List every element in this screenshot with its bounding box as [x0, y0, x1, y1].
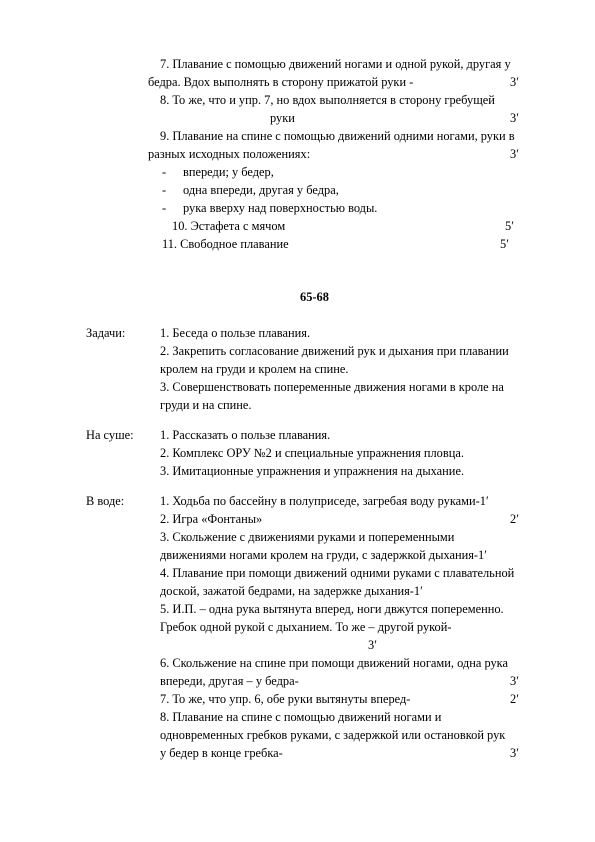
- task-2-line2: кролем на груди и кролем на спине.: [160, 362, 349, 376]
- task-3-line1: 3. Совершенствовать попеременные движения ногами в кроле на: [160, 380, 504, 394]
- water-8-line1: 8. Плавание на спине с помощью движений ногами и: [160, 710, 442, 724]
- sub3-dash: -: [162, 201, 167, 215]
- item9-time: 3′: [510, 147, 519, 161]
- water-3-line2: движениями ногами кролем на груди, с задержкой дыхания-1′: [160, 548, 487, 562]
- item7-line1: 7. Плавание с помощью движений ногами и одной рукой, другая у: [160, 57, 511, 71]
- sub1-text: впереди; у бедер,: [183, 165, 274, 179]
- sub2-dash: -: [162, 183, 167, 197]
- water-1: 1. Ходьба по бассейну в полуприседе, загребая воду руками-1′: [160, 494, 489, 508]
- item10-text: 10. Эстафета с мячом: [172, 219, 286, 233]
- item8-time: 3′: [510, 111, 519, 125]
- land-1: 1. Рассказать о пользе плавания.: [160, 428, 331, 442]
- water-8-line3: у бедер в конце гребка-: [160, 746, 283, 760]
- item11-time: 5′: [500, 237, 509, 251]
- water-3-line1: 3. Скольжение с движениями руками и попеременными: [160, 530, 455, 544]
- task-3-line2: груди и на спине.: [160, 398, 252, 412]
- water-8-line2: одновременных гребков руками, с задержкой или остановкой рук: [160, 728, 506, 742]
- land-3: 3. Имитационные упражнения и упражнения на дыхание.: [160, 464, 465, 478]
- task-1: 1. Беседа о пользе плавания.: [160, 326, 311, 340]
- item7-time: 3′: [510, 75, 519, 89]
- sub1-dash: -: [162, 165, 167, 179]
- water-8-time: 3′: [510, 746, 519, 760]
- water-7-time: 2′: [510, 692, 519, 706]
- land-label: На суше:: [86, 428, 134, 442]
- land-2: 2. Комплекс ОРУ №2 и специальные упражнения пловца.: [160, 446, 464, 460]
- water-5-line2: Гребок одной рукой с дыханием. То же – другой рукой-: [160, 620, 452, 634]
- sub2-text: одна впереди, другая у бедра,: [183, 183, 339, 197]
- water-6-line2: впереди, другая – у бедра-: [160, 674, 299, 688]
- water-7: 7. То же, что упр. 6, обе руки вытянуты вперед-: [160, 692, 411, 706]
- item8-line1: 8. То же, что и упр. 7, но вдох выполняется в сторону гребущей: [160, 93, 495, 107]
- water-label: В воде:: [86, 494, 125, 508]
- water-5-line1: 5. И.П. – одна рука вытянута вперед, ноги двжутся попеременно.: [160, 602, 504, 616]
- water-6-time: 3′: [510, 674, 519, 688]
- water-2-time: 2′: [510, 512, 519, 526]
- item11-text: 11. Свободное плавание: [162, 237, 289, 251]
- task-2-line1: 2. Закрепить согласование движений рук и дыхания при плавании: [160, 344, 509, 358]
- item8-line2: руки: [270, 111, 295, 125]
- water-4-line2: доской, зажатой бедрами, на задержке дыхания-1′: [160, 584, 423, 598]
- item9-line1: 9. Плавание на спине с помощью движений одними ногами, руки в: [160, 129, 515, 143]
- item9-line2: разных исходных положениях:: [148, 147, 311, 161]
- tasks-label: Задачи:: [86, 326, 126, 340]
- water-6-line1: 6. Скольжение на спине при помощи движений ногами, одна рука: [160, 656, 509, 670]
- lesson-title: 65-68: [300, 290, 329, 304]
- sub3-text: рука вверху над поверхностью воды.: [183, 201, 378, 215]
- water-5-time: 3′: [368, 638, 377, 652]
- water-4-line1: 4. Плавание при помощи движений одними руками с плавательной: [160, 566, 515, 580]
- item10-time: 5′: [505, 219, 514, 233]
- item7-line2: бедра. Вдох выполнять в сторону прижатой руки -: [148, 75, 414, 89]
- water-2: 2. Игра «Фонтаны»: [160, 512, 263, 526]
